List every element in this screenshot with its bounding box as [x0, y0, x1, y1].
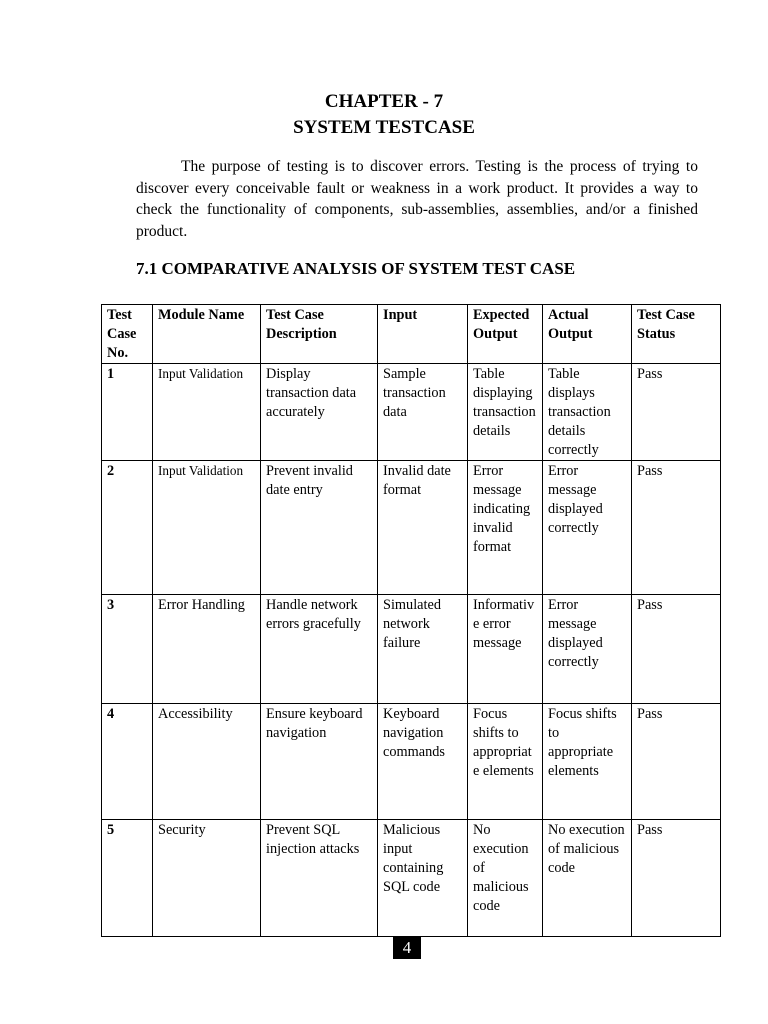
cell-input: Sample transaction data	[378, 364, 468, 461]
cell-actual-output: Error message displayed correctly	[543, 461, 632, 595]
cell-expected-output: Focus shifts to appropriate elements	[468, 704, 543, 820]
cell-status: Pass	[632, 595, 721, 704]
cell-module-name: Error Handling	[153, 595, 261, 704]
cell-expected-output: Table displaying transaction details	[468, 364, 543, 461]
cell-input: Keyboard navigation commands	[378, 704, 468, 820]
header-input: Input	[378, 305, 468, 364]
cell-actual-output: Error message displayed correctly	[543, 595, 632, 704]
cell-status: Pass	[632, 704, 721, 820]
page-number: 4	[393, 937, 421, 959]
header-actual-output: Actual Output	[543, 305, 632, 364]
intro-paragraph: The purpose of testing is to discover errors. Testing is the process of trying to discover every conceivable fault or weakness in a work product. It provides a way to check the functionality of components, sub-assemblies, assemblies, and/or a finished product.	[136, 158, 698, 241]
cell-test-case-no: 1	[102, 364, 153, 461]
cell-input: Simulated network failure	[378, 595, 468, 704]
cell-expected-output: Error message indicating invalid format	[468, 461, 543, 595]
cell-test-case-no: 5	[102, 820, 153, 937]
cell-input: Malicious input containing SQL code	[378, 820, 468, 937]
header-module-name: Module Name	[153, 305, 261, 364]
section-title: 7.1 COMPARATIVE ANALYSIS OF SYSTEM TEST CASE	[136, 259, 576, 278]
cell-module-name: Input Validation	[153, 461, 261, 595]
cell-expected-output: No execution of malicious code	[468, 820, 543, 937]
cell-test-case-no: 4	[102, 704, 153, 820]
header-description: Test Case Description	[261, 305, 378, 364]
cell-description: Ensure keyboard navigation	[261, 704, 378, 820]
cell-module-name: Accessibility	[153, 704, 261, 820]
chapter-heading: CHAPTER - 7	[324, 91, 444, 112]
cell-description: Handle network errors gracefully	[261, 595, 378, 704]
test-case-table	[101, 304, 721, 937]
cell-actual-output: No execution of malicious code	[543, 820, 632, 937]
cell-status: Pass	[632, 461, 721, 595]
cell-test-case-no: 2	[102, 461, 153, 595]
chapter-title: SYSTEM TESTCASE	[293, 117, 475, 138]
cell-status: Pass	[632, 820, 721, 937]
cell-actual-output: Table displays transaction details correctly	[543, 364, 632, 461]
cell-description: Display transaction data accurately	[261, 364, 378, 461]
table-header-row	[102, 305, 721, 364]
header-test-case-no: Test Case No.	[102, 305, 153, 364]
header-expected-output: Expected Output	[468, 305, 543, 364]
cell-actual-output: Focus shifts to appropriate elements	[543, 704, 632, 820]
table-row	[102, 820, 721, 937]
cell-description: Prevent invalid date entry	[261, 461, 378, 595]
cell-module-name: Security	[153, 820, 261, 937]
table-row	[102, 364, 721, 461]
cell-description: Prevent SQL injection attacks	[261, 820, 378, 937]
table-row	[102, 461, 721, 595]
header-status: Test Case Status	[632, 305, 721, 364]
cell-test-case-no: 3	[102, 595, 153, 704]
table-row	[102, 704, 721, 820]
cell-status: Pass	[632, 364, 721, 461]
cell-module-name: Input Validation	[153, 364, 261, 461]
cell-input: Invalid date format	[378, 461, 468, 595]
cell-expected-output: Informative error message	[468, 595, 543, 704]
table-row	[102, 595, 721, 704]
